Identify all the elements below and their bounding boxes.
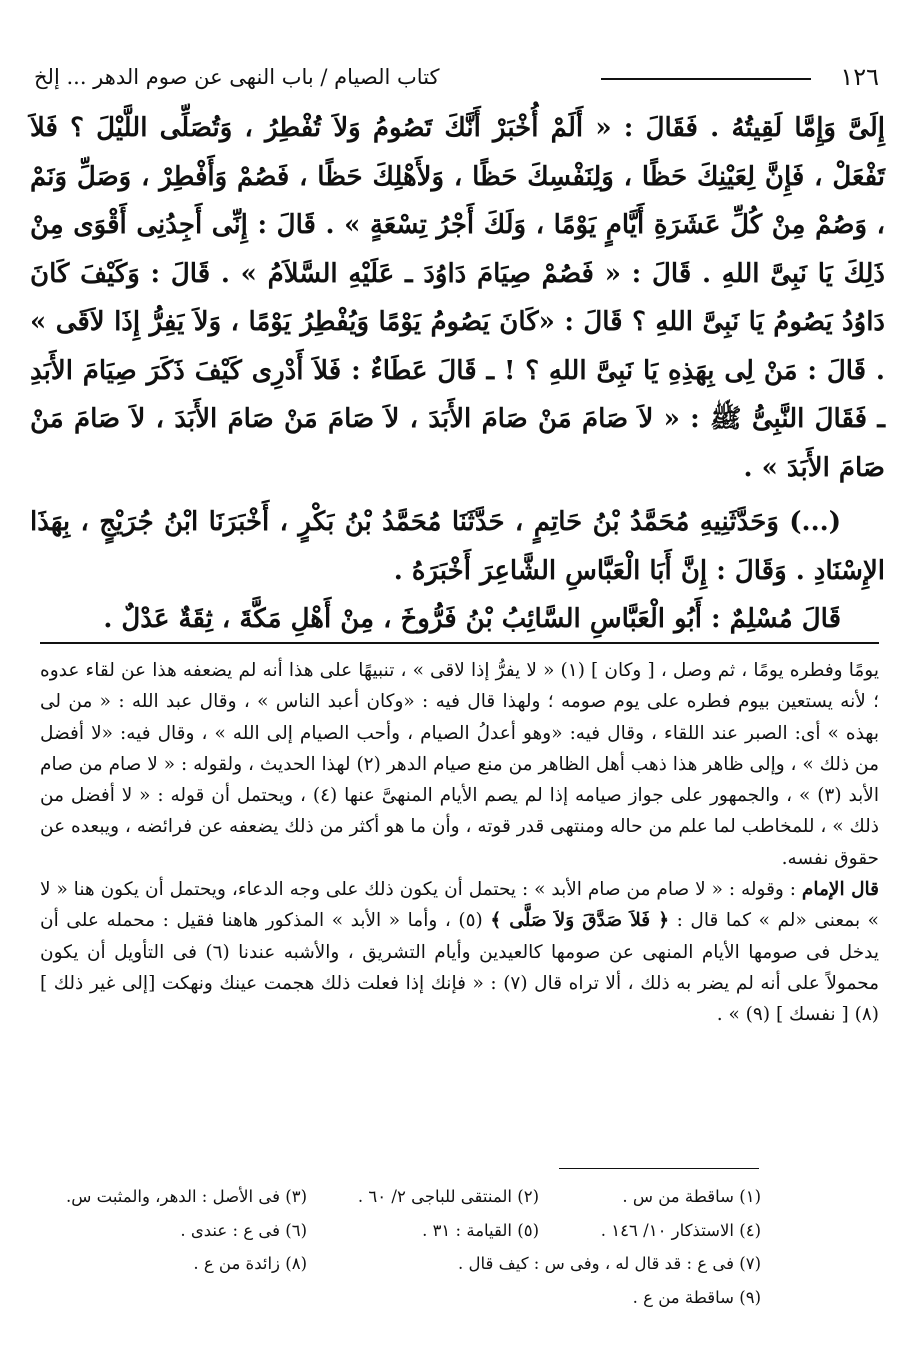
commentary-text: : وقوله : « لا صام من صام الأبد » : يحتمل أن يكون ذلك على وجه الدعاء، ويحتمل أن يكون هنا « لا » بمعنى «لم » كما قال : <box>40 879 879 932</box>
footnote: (٣) فى الأصل : الدهر، والمثبت س. <box>66 1187 307 1206</box>
page-number: ١٢٦ <box>840 63 879 91</box>
footnotes <box>36 1180 761 1314</box>
footnote-rule <box>559 1168 759 1169</box>
isnad-paragraph: (...) وَحَدَّثَنِيهِ مُحَمَّدُ بْنُ حَاتِمٍ ، حَدَّثَنَا مُحَمَّدُ بْنُ بَكْرٍ ، أَخْبَرَنَا ابْنُ جُرَيْجٍ ، بِهَذَا الإِسْنَادِ . وَقَالَ : إِنَّ أَبَا الْعَبَّاسِ الشَّاعِرَ أَخْبَرَهُ . <box>30 507 885 586</box>
commentary-paragraph: يومًا وفطره يومًا ، ثم وصل ، [ وكان ] (١) « لا يفرُّ إذا لاقى » ، تنبيهًا على هذا أنه لم يضعفه هذا عن لقاء عدوه ؛ لأنه يستعين بيوم فطره على يوم صومه ؛ ولهذا قال فيه : «وكان أعبد الناس » ، وقال عبد الله : « من لى بهذه » أى: الصبر عند اللقاء ، وقال فيه: «وهو أعدلُ الصيام ، وأحب الصيام إلى الله » ، وقال فيه: «لا أفضل من ذلك » ، وإلى ظاهر هذا ذهب أهل الظاهر من منع صيام الدهر (٢) لهذا الحديث ، ولقوله : « لا صام من صام الأبد (٣) » ، والجمهور على جواز صيامه إذا لم يصم الأيام المنهىَّ عنها (٤) ، ويحتمل أن قوله : « لا أفضل من ذلك » ، للمخاطب لما علم من حاله ومنتهى قدر قوته ، وأن ما هو أكثر من ذلك يضعفه عن فرائضه ، ويبعده عن حقوق نفسه. <box>40 660 879 869</box>
footnote-row <box>36 1281 761 1315</box>
footnote: (٨) زائدة من ع . <box>193 1254 307 1273</box>
footnote-row <box>36 1247 761 1281</box>
hadith-text <box>30 104 885 644</box>
muslim-note-paragraph: قَالَ مُسْلِمٌ : أَبُو الْعَبَّاسِ السَّائِبُ بْنُ فَرُّوخَ ، مِنْ أَهْلِ مَكَّةَ ، ثِقَةٌ عَدْلٌ . <box>103 604 841 634</box>
commentary-paragraph <box>40 874 879 1030</box>
running-header <box>34 60 889 94</box>
commentary <box>40 655 879 1031</box>
header-rule <box>601 78 811 80</box>
footnote: (٥) القيامة : ٣١ . <box>422 1220 539 1240</box>
footnote: (١) ساقطة من س . <box>622 1187 761 1206</box>
footnote: (٤) الاستذكار ١٠/ ١٤٦ . <box>600 1220 761 1240</box>
section-divider <box>40 642 879 644</box>
hadith-paragraph: إِلَىَّ وَإِمَّا لَقِيتُهُ . فَقَالَ : « أَلَمْ أُخْبَرْ أَنَّكَ تَصُومُ وَلاَ تُفْطِرُ ، وَتُصَلِّى اللَّيْلَ ؟ فَلاَ تَفْعَلْ ، فَإِنَّ لِعَيْنِكَ حَظًا ، وَلِنَفْسِكَ حَظًا ، وَلأَهْلِكَ حَظًا ، فَصُمْ وَأَفْطِرْ ، وَصَلِّ وَنَمْ ، وَصُمْ مِنْ كُلِّ عَشَرَةِ أَيَّامٍ يَوْمًا ، وَلَكَ أَجْرُ تِسْعَةٍ » . قَالَ : إِنِّى أَجِدُنِى أَقْوَى مِنْ ذَلِكَ يَا نَبِىَّ اللهِ . قَالَ : « فَصُمْ صِيَامَ دَاوُدَ ـ عَلَيْهِ السَّلاَمُ » . قَالَ : وَكَيْفَ كَانَ دَاوُدُ يَصُومُ يَا نَبِىَّ اللهِ ؟ قَالَ : «كَانَ يَصُومُ يَوْمًا وَيُفْطِرُ يَوْمًا ، وَلاَ يَفِرُّ إِذَا لاَقَى » . قَالَ : مَنْ لِى بِهَذِهِ يَا نَبِىَّ اللهِ ؟ ! ـ قَالَ عَطَاءٌ : فَلاَ أَدْرِى كَيْفَ ذَكَرَ صِيَامَ الأَبَدِ ـ فَقَالَ النَّبِىُّ ﷺ : « لاَ صَامَ مَنْ صَامَ الأَبَدَ ، لاَ صَامَ مَنْ صَامَ الأَبَدَ ، لاَ صَامَ مَنْ صَامَ الأَبَدَ » . <box>30 113 885 483</box>
footnote: (٢) المنتقى للباجى ٢/ ٦٠ . <box>357 1187 539 1206</box>
commentary-text: (٥) ، وأما « الأبد » المذكور هاهنا فقيل : محمله على أن يدخل فى صومها الأيام المنهى عن صومها كالعيدين وأيام التشريق ، والأشبه عندنا (٦) فى التأويل أن يكون محمولاً على أنه لم يضر به ذلك ، ألا تراه قال (٧) : « فإنك إذا فعلت ذلك هجمت عينك ونهكت [إلى غير ذلك ] (٨) [ نفسك ] (٩) » . <box>40 910 879 1026</box>
footnote: (٩) ساقطة من ع . <box>632 1287 761 1307</box>
footnote-row <box>36 1214 761 1248</box>
footnote: (٧) فى ع : قد قال له ، وفى س : كيف قال . <box>458 1254 761 1273</box>
footnote: (٦) فى ع : عندى . <box>180 1220 307 1240</box>
imam-lead: قال الإمام <box>801 879 879 901</box>
footnote-row <box>36 1180 761 1214</box>
running-title: كتاب الصيام / باب النهى عن صوم الدهر ... إلخ <box>34 65 440 89</box>
quran-verse: ﴿ فَلاَ صَدَّقَ وَلاَ صَلَّى ﴾ <box>490 910 670 932</box>
